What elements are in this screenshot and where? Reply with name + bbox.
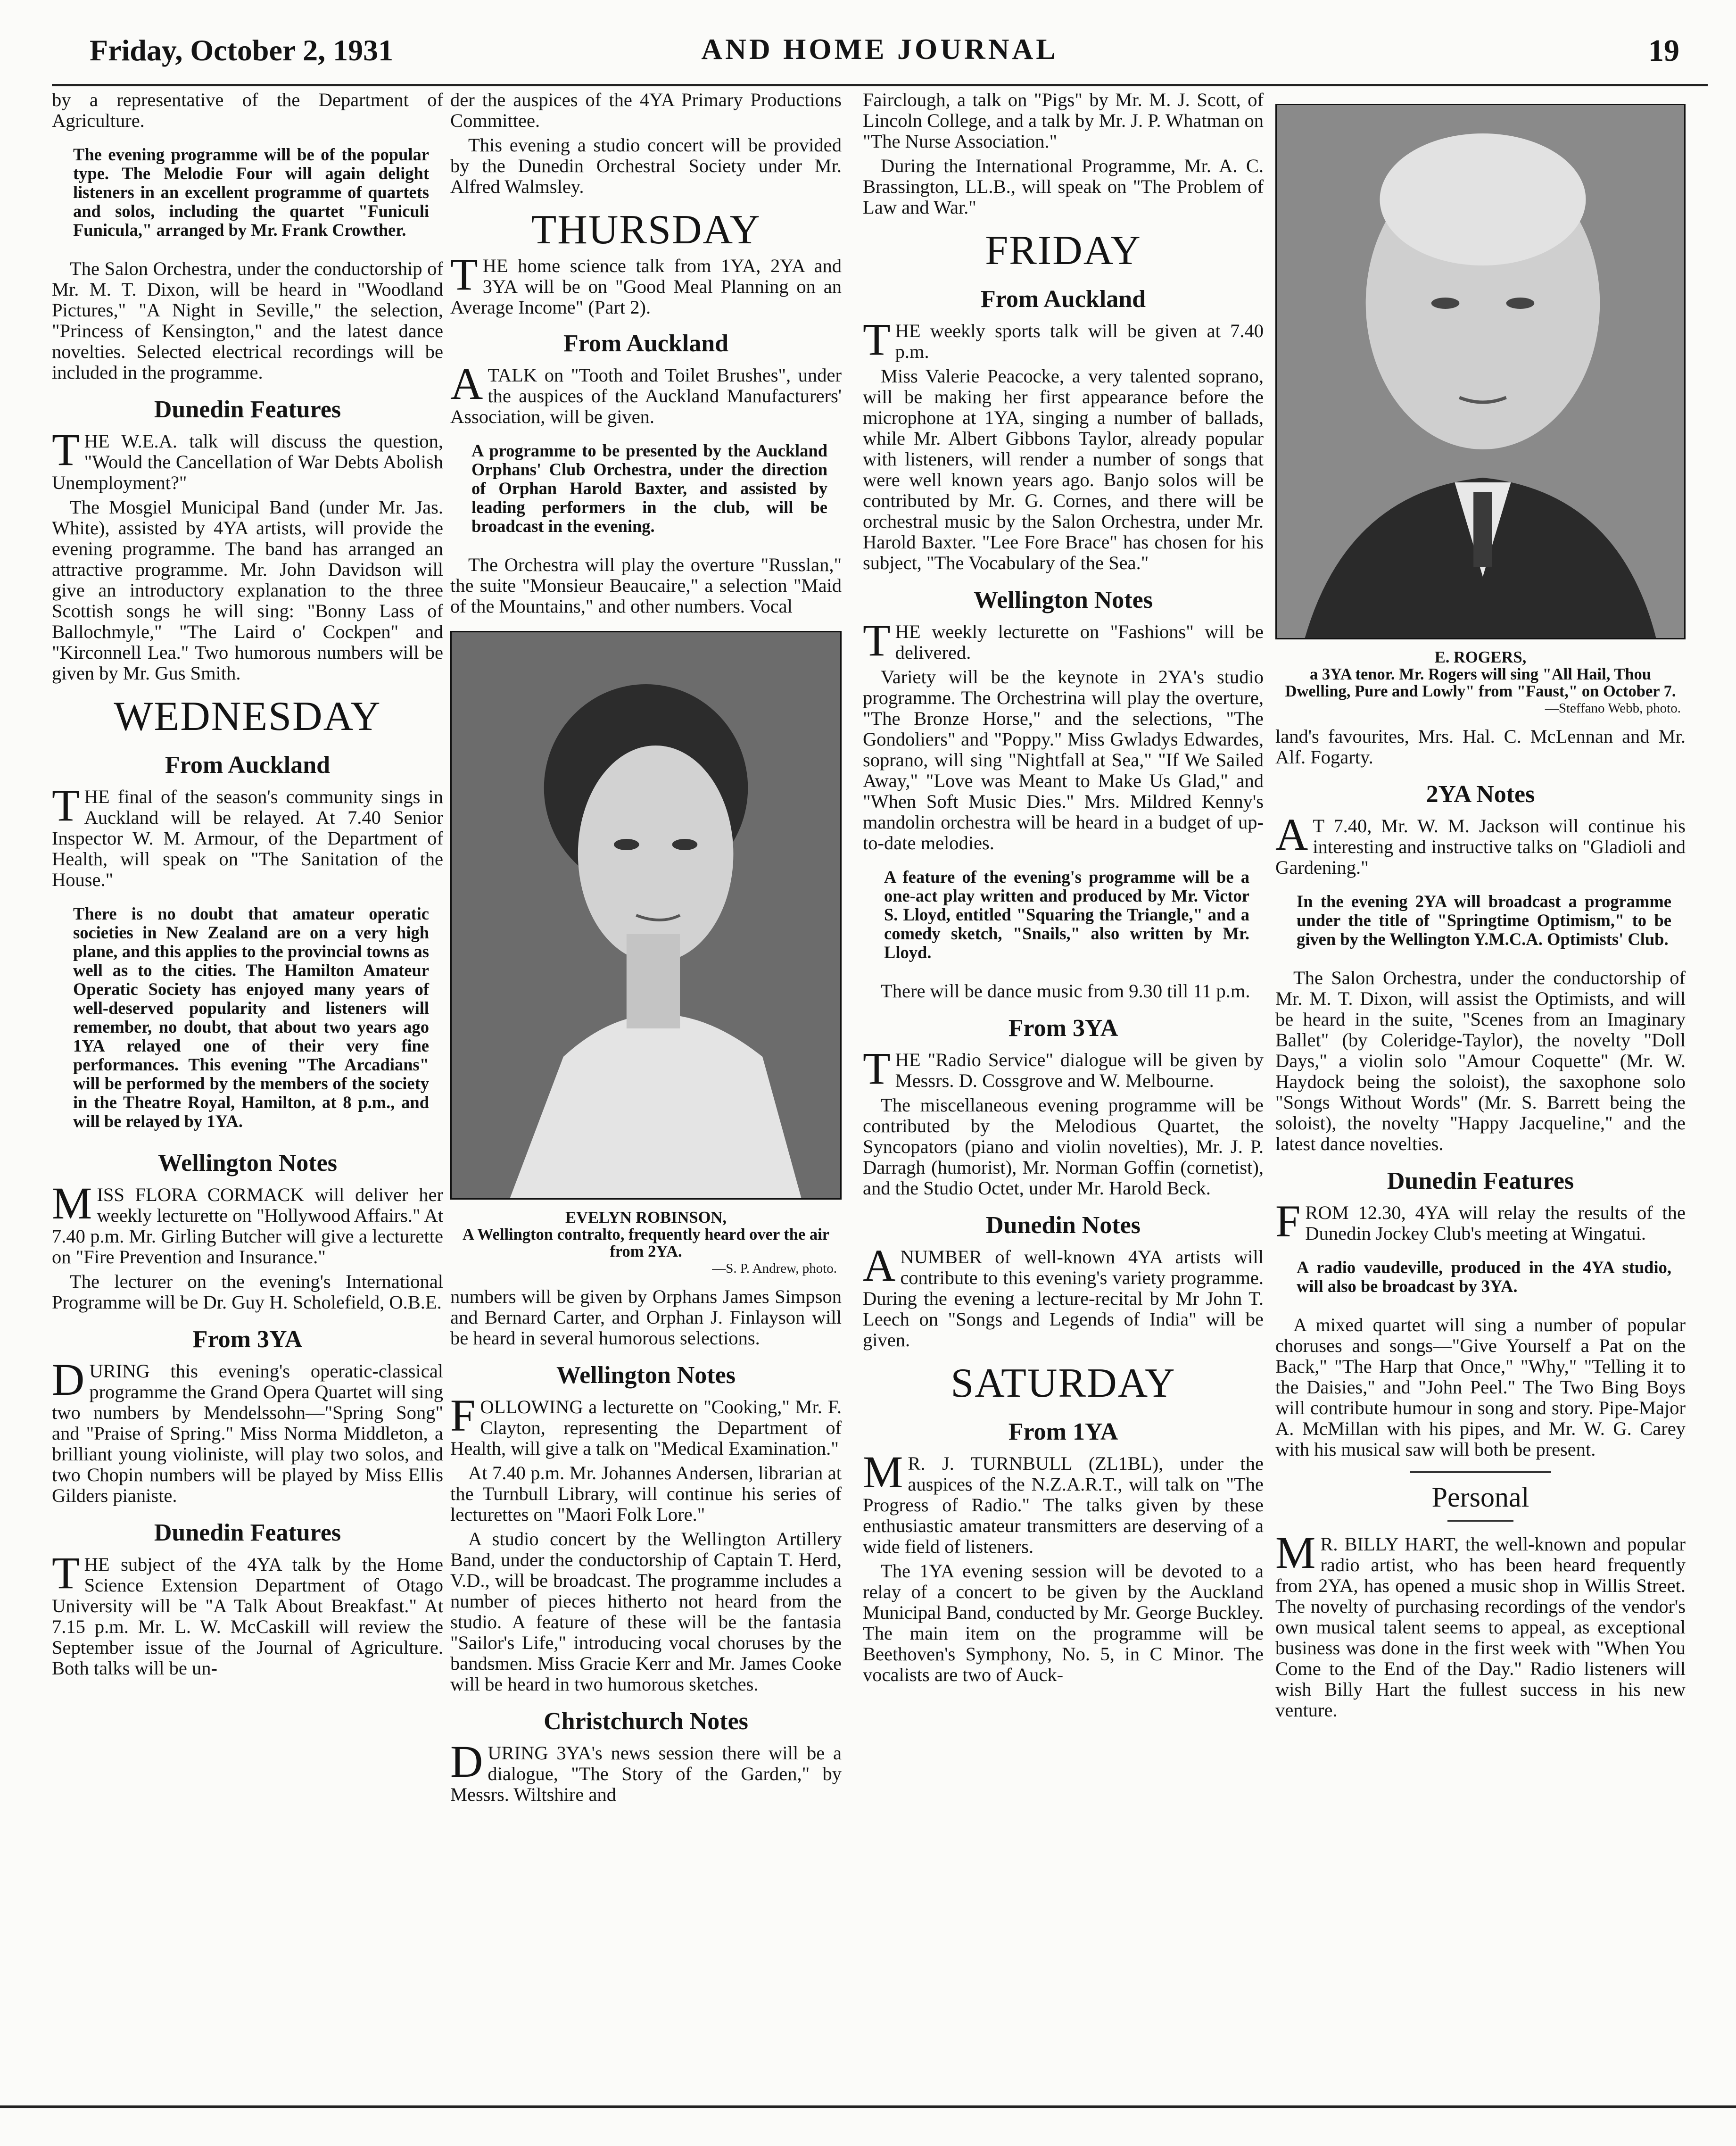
section-heading: Wellington Notes (158, 1150, 337, 1177)
section-heading: Personal (1431, 1482, 1529, 1513)
paragraph: A mixed quartet will sing a number of popular choruses and songs—"Give Yourself a Pat on the Back," "The Harp that Once," "Why," "Telling it to the Daisies," and "John Peel." The Two Bing Boys will contribute humour in song and story. Pipe-Major A. McMillan with his pipes, and Mr. W. G. Carey with his musical saw will both be present. (1275, 1314, 1686, 1460)
section-heading: Dunedin Features (154, 1519, 341, 1546)
photo-caption (455, 1209, 837, 1277)
portrait-image (452, 632, 840, 1198)
drop-cap: T (52, 780, 80, 830)
section-heading: From Auckland (980, 286, 1146, 313)
highlight-box: A radio vaudeville, produced in the 4YA studio, will also be broadcast by 3YA. (1297, 1258, 1671, 1296)
paragraph: THE subject of the 4YA talk by the Home Science Extension Department of Otago University will be "A Talk About Breakfast." At 7.15 p.m. Mr. L. W. McCaskill will review the September issue of the Journal of Agriculture. Both talks will be un- (52, 1548, 443, 1679)
section-heading: Dunedin Notes (986, 1212, 1141, 1239)
paragraph: THE home science talk from 1YA, 2YA and 3YA will be on "Good Meal Planning on an Average Income" (Part 2). (450, 249, 842, 318)
photo-credit: —S. P. Andrew, photo. (712, 1261, 837, 1276)
paragraph: land's favourites, Mrs. Hal. C. McLennan and Mr. Alf. Fogarty. (1275, 726, 1686, 768)
paragraph: Miss Valerie Peacocke, a very talented soprano, will be making her first appearance before the microphone at 1YA, singing a number of ballads, while Mr. Albert Gibbons Taylor, already popular with listeners, will render a number of songs that were well known years ago. Banjo solos will be contributed by Mr. G. Cornes, and there will be orchestral music by the Salon Orchestra, under Mr. Harold Baxter. "Lee Fore Brace" has chosen for his subject, "The Vocabulary of the Sea." (863, 365, 1264, 573)
paragraph: THE weekly lecturette on "Fashions" will be delivered. (863, 615, 1264, 665)
paragraph: The Mosgiel Municipal Band (under Mr. Jas. White), assisted by 4YA artists, will provide the evening programme. The band has arranged an attractive programme. Mr. John Davidson will give an introductory explanation to the three Scottish songs he will sing: "Bonny Lass of Ballochmyle," "The Laird o' Cockpen" and "Kirconnell Lea." Two humorous numbers will be given by Mr. Gus Smith. (52, 497, 443, 684)
caption-name: E. ROGERS, (1434, 648, 1527, 666)
section-divider (1410, 1471, 1551, 1473)
paragraph: by a representative of the Department of Agriculture. (52, 89, 443, 131)
section-heading: Dunedin Features (1387, 1168, 1574, 1194)
section-heading: From Auckland (563, 330, 729, 357)
paragraph: THE final of the season's community sings in Auckland will be relayed. At 7.40 Senior Inspector W. M. Armour, of the Department of Health, will speak on "The Sanitation of the House." (52, 780, 443, 890)
drop-cap: T (863, 615, 891, 665)
paragraph: The 1YA evening session will be devoted to a relay of a concert to be given by the Auckland Municipal Band, conducted by Mr. George Buckley. The main item on the programme will be Beethoven's Symphony, No. 5, in C Minor. The vocalists are two of Auck- (863, 1560, 1264, 1685)
issue-date: Friday, October 2, 1931 (90, 33, 394, 67)
column-3 (863, 90, 1264, 1689)
drop-cap: D (52, 1354, 85, 1405)
section-heading: From 3YA (1008, 1015, 1118, 1042)
paragraph: This evening a studio concert will be provided by the Dunedin Orchestral Society under Mr. Alfred Walmsley. (450, 134, 842, 197)
page-header (80, 28, 1679, 71)
footer-rule (0, 2105, 1736, 2108)
paragraph: numbers will be given by Orphans James Simpson and Bernard Carter, and Orphan J. Finlayson will be heard in several humorous selections. (450, 1286, 842, 1349)
paragraph: MISS FLORA CORMACK will deliver her weekly lecturette on "Hollywood Affairs." At 7.40 p.m. Mr. Girling Butcher will give a lecturette on "Fire Prevention and Insurance." (52, 1178, 443, 1268)
drop-cap: M (52, 1178, 92, 1228)
photo-caption (1280, 649, 1681, 717)
paragraph: The Salon Orchestra, under the conductorship of Mr. M. T. Dixon, will be heard in "Woodland Pictures," "A Night in Seville," the selection, "Princess of Kensington," and the latest dance novelties. Selected electrical recordings will be included in the programme. (52, 258, 443, 383)
section-heading: Wellington Notes (974, 587, 1153, 613)
paragraph: M R. BILLY HART, the well-known and popular radio artist, who has been heard frequently from 2YA, has opened a music shop in Willis Street. The novelty of purchasing recordings of the vendor's own musical talent seems to appeal, as exceptional business was done in the first week with "When You Come to the End of the Day." Radio listeners will wish Billy Hart the fullest success in his new venture. (1275, 1527, 1686, 1721)
header-rule (52, 84, 1708, 86)
paragraph: Fairclough, a talk on "Pigs" by Mr. M. J. Scott, of Lincoln College, and a talk by Mr. J. P. Whatman on "The Nurse Association." (863, 89, 1264, 152)
heading-dash (1447, 1520, 1513, 1522)
paragraph: The Orchestra will play the overture "Russlan," the suite "Monsieur Beaucaire," a selection "Maid of the Mountains," and other numbers. Vocal (450, 554, 842, 617)
drop-cap: A (1275, 809, 1308, 860)
paragraph: DURING this evening's operatic-classical programme the Grand Opera Quartet will sing two numbers by Mendelssohn—"Spring Song" and "Praise of Spring." Miss Norma Middleton, a brilliant young violiniste, will play two solos, and two Chopin numbers will be played by Miss Ellis Gilders pianiste. (52, 1354, 443, 1506)
portrait-image (1277, 105, 1684, 638)
portrait-photo-evelyn-robinson (450, 631, 842, 1200)
paragraph: der the auspices of the 4YA Primary Productions Committee. (450, 89, 842, 131)
highlight-box: A programme to be presented by the Auckland Orphans' Club Orchestra, under the direction of Orphan Harold Baxter, and assisted by leading performers in the club, will be broadcast in the evening. (471, 441, 827, 536)
photo-credit: —Steffano Webb, photo. (1545, 701, 1681, 716)
paragraph: M R. J. TURNBULL (ZL1BL), under the auspices of the N.Z.A.R.T., will talk on "The Progress of Radio." The talks given by these enthusiastic amateur transmitters are deserving of a wide field of listeners. (863, 1447, 1264, 1557)
day-heading: WEDNESDAY (114, 694, 381, 739)
paragraph: THE W.E.A. talk will discuss the question, "Would the Cancellation of War Debts Abolish Unemployment?" (52, 424, 443, 493)
paragraph: A studio concert by the Wellington Artillery Band, under the conductorship of Captain T. Herd, V.D., will be broadcast. The programme includes a number of pieces hitherto not heard from the studio. A feature of these will be the fantasia "Sailor's Life," introducing vocal choruses by the bandsmen. Miss Gracie Kerr and Mr. James Cooke will be heard in two humorous sketches. (450, 1528, 842, 1695)
drop-cap: A (863, 1240, 896, 1291)
paragraph: During the International Programme, Mr. A. C. Brassington, LL.B., will speak on "The Problem of Law and War." (863, 155, 1264, 218)
drop-cap: T (863, 1043, 891, 1094)
highlight-box: In the evening 2YA will broadcast a programme under the title of "Springtime Optimism," to be given by the Wellington Y.M.C.A. Optimists' Club. (1297, 892, 1671, 949)
paragraph: The Salon Orchestra, under the conductorship of Mr. M. T. Dixon, will assist the Optimists, and will be heard in the suite, "Scenes from an Imaginary Ballet" (by Coleridge-Taylor), the novelty "Doll Days," a violin solo "Amour Coquette" (Mr. W. Haydock being the soloist), the saxophone solo "Songs Without Words" (Mr. S. Barrett being the soloist), the novelty "Happy Jacqueline," and the latest dance novelties. (1275, 967, 1686, 1154)
day-heading: THURSDAY (531, 207, 761, 253)
section-heading: From 3YA (192, 1326, 303, 1353)
day-heading: FRIDAY (985, 228, 1141, 273)
drop-cap: D (450, 1736, 483, 1787)
section-heading: From 1YA (1008, 1418, 1118, 1445)
highlight-box: A feature of the evening's programme will be a one-act play written and produced by Mr. Victor S. Lloyd, entitled "Squaring the Triangle," and a comedy sketch, "Snails," also written by Mr. Lloyd. (884, 867, 1249, 962)
drop-cap: T (52, 424, 80, 475)
column-2 (450, 90, 842, 1809)
drop-cap: T (863, 314, 891, 365)
drop-cap: T (52, 1548, 80, 1598)
section-heading: 2YA Notes (1426, 781, 1535, 808)
journal-title: AND HOME JOURNAL (701, 33, 1058, 66)
portrait-photo-e-rogers (1275, 104, 1686, 639)
paragraph: Variety will be the keynote in 2YA's studio programme. The Orchestrina will play the overture, "The Bronze Horse," and the selections, "The Gondoliers" and "Poppy." Miss Gwladys Edwardes, soprano, will sing "Nightfall at Sea," "If We Sailed Away," "Love was Meant to Make Us Glad," and "When Soft Music Dies." Mrs. Mildred Kenny's mandolin orchestra will be heard in a budget of up-to-date melodies. (863, 666, 1264, 853)
section-heading: From Auckland (165, 752, 331, 779)
paragraph: At 7.40 p.m. Mr. Johannes Andersen, librarian at the Turnbull Library, will continue his series of lecturettes on "Maori Folk Lore." (450, 1462, 842, 1525)
drop-cap: F (1275, 1196, 1301, 1246)
drop-cap: A (450, 358, 483, 409)
caption-text: A Wellington contralto, frequently heard over the air from 2YA. (462, 1226, 830, 1260)
column-1 (52, 90, 443, 1682)
page-number: 19 (1648, 33, 1679, 68)
day-heading: SATURDAY (951, 1360, 1176, 1406)
paragraph: ANUMBER of well-known 4YA artists will contribute to this evening's variety programme. During the evening a lecture-recital by Mr John T. Leech on "Songs and Legends of India" will be given. (863, 1240, 1264, 1351)
caption-text: a 3YA tenor. Mr. Rogers will sing "All Hail, Thou Dwelling, Pure and Lowly" from "Faust," on October 7. (1285, 665, 1676, 700)
paragraph: FROM 12.30, 4YA will relay the results of the Dunedin Jockey Club's meeting at Wingatui. (1275, 1196, 1686, 1246)
column-4 (1275, 90, 1686, 1724)
drop-cap: F (450, 1390, 476, 1441)
paragraph: THE "Radio Service" dialogue will be given by Messrs. D. Cossgrove and W. Melbourne. (863, 1043, 1264, 1094)
highlight-box: There is no doubt that amateur operatic societies in New Zealand are on a very high plane, and this applies to the provincial towns as well as to the cities. The Hamilton Amateur Operatic Society has enjoyed many years of well-deserved popularity and listeners will remember, no doubt, that about two years ago 1YA relayed one of their very fine performances. This evening "The Arcadians" will be performed by the members of the society in the Theatre Royal, Hamilton, at 8 p.m., and will be relayed by 1YA. (73, 904, 429, 1131)
highlight-box: The evening programme will be of the popular type. The Melodie Four will again delight listeners in an excellent programme of quartets and solos, including the quartet "Funiculi Funicula," arranged by Mr. Frank Crowther. (73, 145, 429, 240)
section-heading: Wellington Notes (556, 1362, 736, 1389)
paragraph: The lecturer on the evening's International Programme will be Dr. Guy H. Scholefield, O.B.E. (52, 1271, 443, 1313)
section-heading: Dunedin Features (154, 396, 341, 423)
paragraph: There will be dance music from 9.30 till 11 p.m. (881, 980, 1250, 1002)
section-heading: Christchurch Notes (544, 1708, 748, 1735)
drop-cap: T (450, 249, 478, 299)
paragraph: THE weekly sports talk will be given at 7.40 p.m. (863, 314, 1264, 365)
caption-name: EVELYN ROBINSON, (565, 1209, 727, 1226)
paragraph: ATALK on "Tooth and Toilet Brushes", under the auspices of the Auckland Manufacturers' Association, will be given. (450, 358, 842, 427)
paragraph: A T 7.40, Mr. W. M. Jackson will continue his interesting and instructive talks on "Gladioli and Gardening." (1275, 809, 1686, 878)
drop-cap: M (1275, 1527, 1316, 1578)
drop-cap: M (863, 1447, 903, 1497)
paragraph: FOLLOWING a lecturette on "Cooking," Mr. F. Clayton, representing the Department of Health, will give a talk on "Medical Examination." (450, 1390, 842, 1459)
paragraph: DURING 3YA's news session there will be a dialogue, "The Story of the Garden," by Messrs. Wiltshire and (450, 1736, 842, 1805)
paragraph: The miscellaneous evening programme will be contributed by the Melodious Quartet, the Syncopators (piano and violin novelties), Mr. J. P. Darragh (humorist), Mr. Norman Goffin (cornetist), and the Studio Octet, under Mr. Harold Beck. (863, 1094, 1264, 1199)
